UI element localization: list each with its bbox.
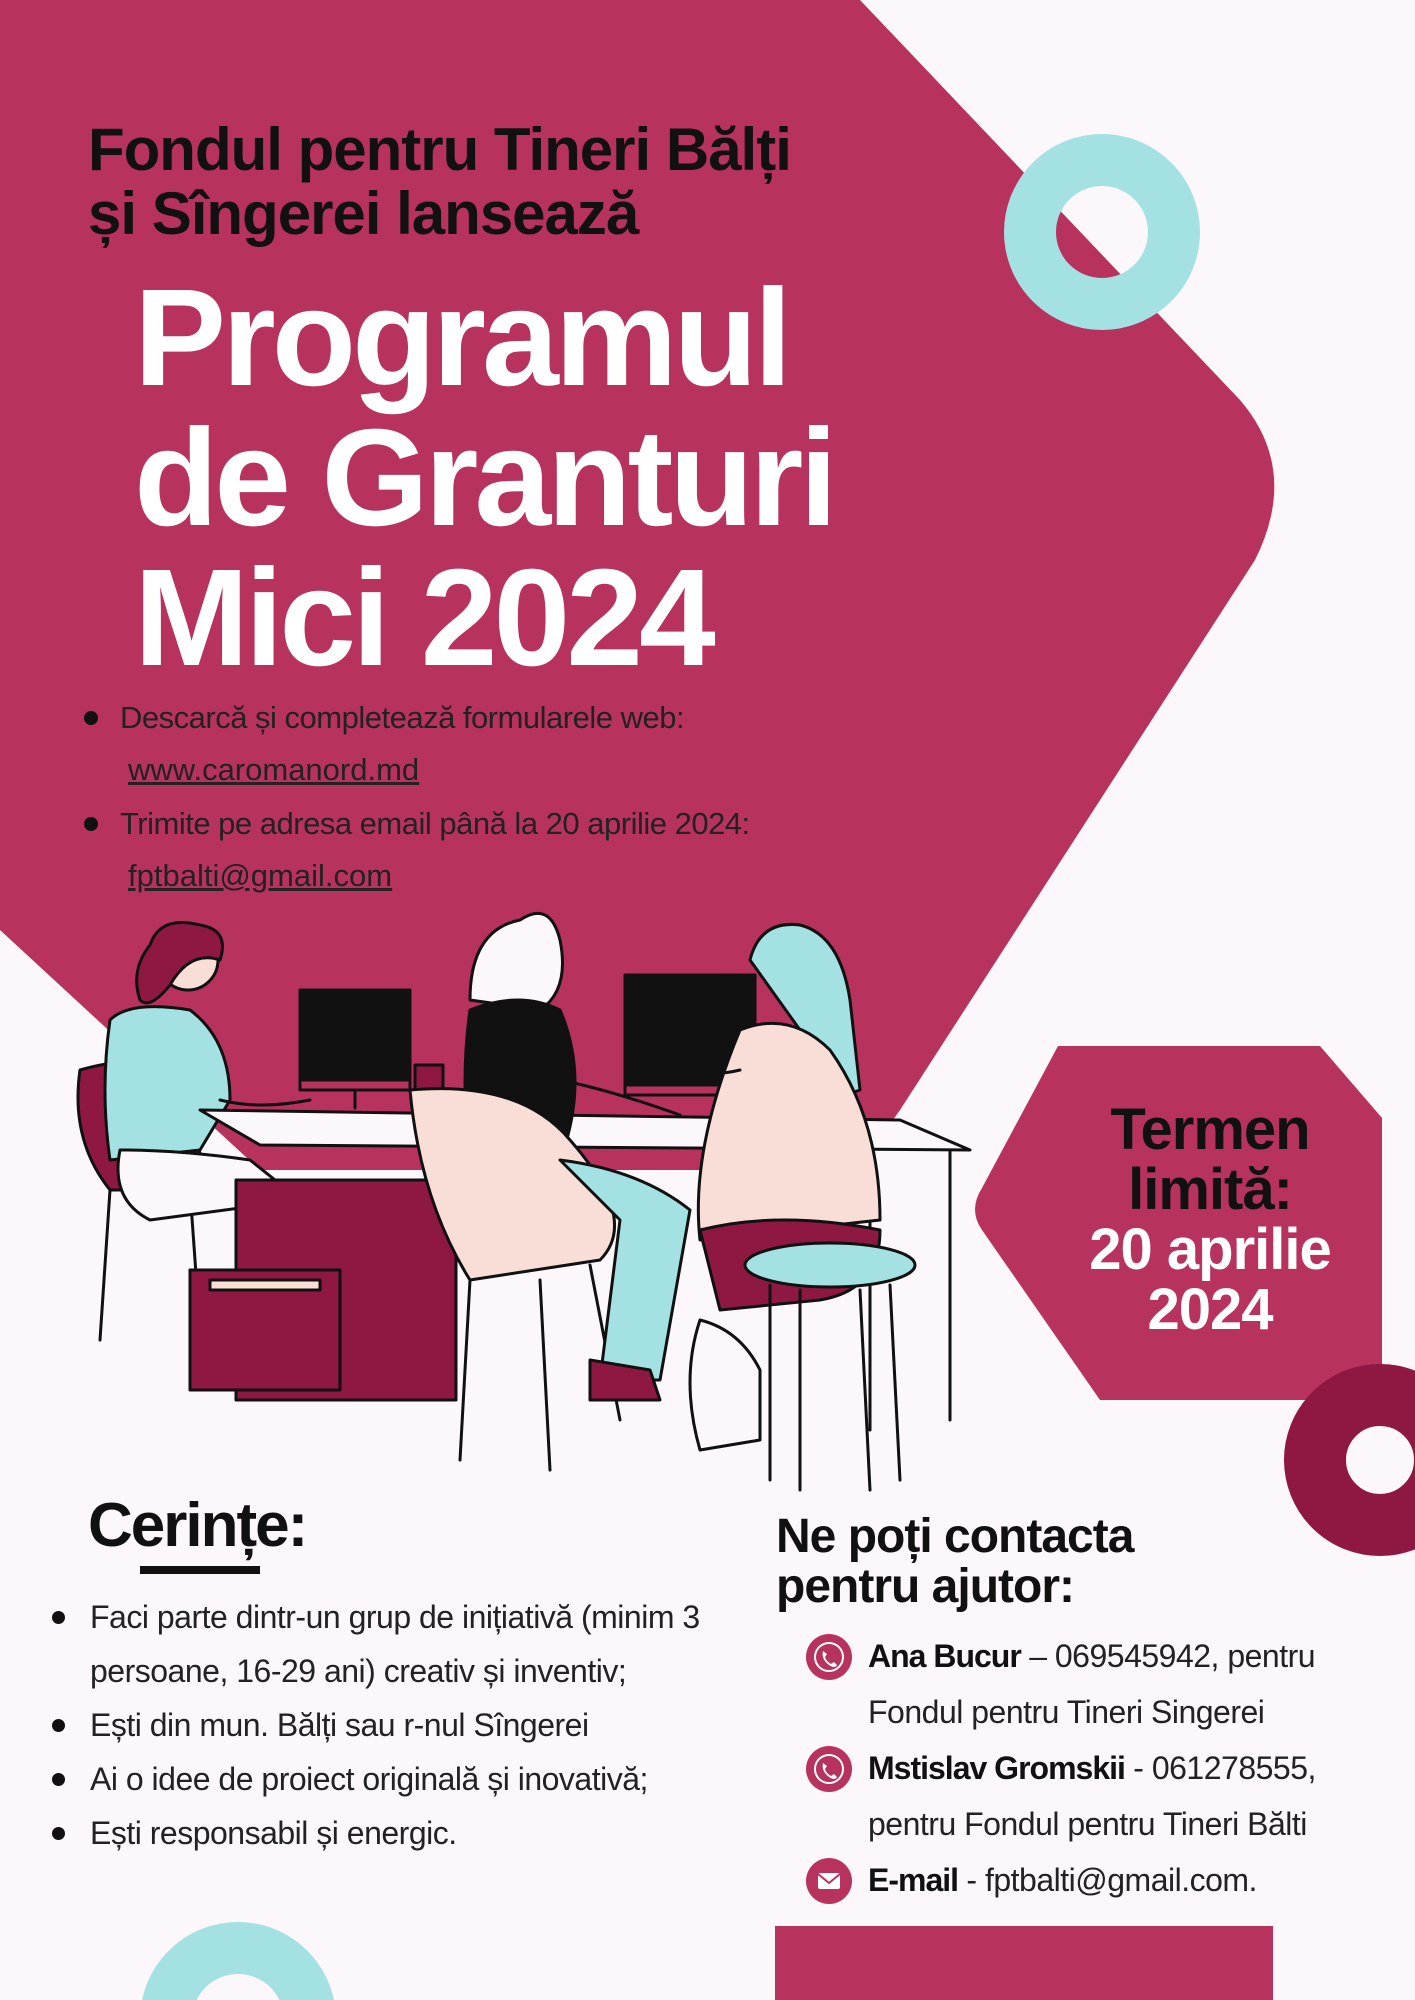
deadline-year: 2024 <box>1147 1277 1273 1342</box>
phone-icon <box>806 1746 852 1792</box>
application-steps <box>84 694 904 906</box>
contact-title-line2: pentru ajutor: <box>776 1560 1074 1613</box>
deadline-label-line2: limită: <box>1128 1157 1292 1222</box>
contact-title <box>776 1512 1336 1612</box>
requirements-list <box>50 1590 730 1860</box>
contact-list <box>806 1628 1396 1908</box>
contact-item <box>806 1740 1396 1852</box>
dark-ring-right <box>1315 1395 1415 1525</box>
deadline-badge <box>1040 1097 1380 1342</box>
contact-item <box>806 1852 1396 1908</box>
requirement-item: Ești responsabil și energic. <box>50 1806 730 1860</box>
step-text: Descarcă și completează formularele web: <box>120 700 685 735</box>
contact-details: - fptbalti@gmail.com. <box>958 1862 1257 1898</box>
program-title-line2: de Granturi <box>134 401 834 555</box>
step-text: Trimite pe adresa email până la 20 aprilie 2024: <box>120 806 750 841</box>
program-title-line1: Programul <box>134 261 789 415</box>
program-title-line3: Mici 2024 <box>134 541 712 695</box>
contact-item <box>806 1628 1396 1740</box>
mail-icon <box>806 1858 852 1904</box>
requirement-item: Ești din mun. Bălți sau r-nul Sîngerei <box>50 1698 730 1752</box>
step-item <box>84 800 904 906</box>
deadline-date: 20 aprilie <box>1089 1217 1331 1282</box>
requirement-item: Ai o idee de proiect originală și inovativă; <box>50 1752 730 1806</box>
requirements-underline <box>140 1566 260 1574</box>
phone-icon <box>806 1634 852 1680</box>
aqua-ring-top <box>1030 160 1174 304</box>
contact-details: – 069545942, pentru Fondul pentru Tineri Singerei <box>868 1638 1316 1730</box>
bottom-bar <box>775 1926 1273 2000</box>
step-item <box>84 694 904 800</box>
organizer-heading-line2: și Sîngerei lansează <box>88 180 639 247</box>
requirements-title: Cerințe: <box>88 1491 307 1560</box>
program-title <box>134 261 994 695</box>
contact-title-line1: Ne poți contacta <box>776 1510 1134 1563</box>
aqua-ring-bottom <box>166 1948 310 2000</box>
contact-details: - 061278555, pentru Fondul pentru Tineri Bălti <box>868 1750 1316 1842</box>
email-link[interactable]: fptbalti@gmail.com <box>128 858 393 893</box>
contact-name: Ana Bucur <box>868 1638 1021 1674</box>
contact-name: Mstislav Gromskii <box>868 1750 1125 1786</box>
website-link[interactable]: www.caromanord.md <box>128 752 420 787</box>
organizer-heading-line1: Fondul pentru Tineri Bălți <box>88 116 791 183</box>
contact-name: E-mail <box>868 1862 959 1898</box>
requirement-item: Faci parte dintr-un grup de inițiativă (minim 3 persoane, 16-29 ani) creativ și inventiv; <box>50 1590 730 1698</box>
organizer-heading <box>88 118 988 246</box>
deadline-label-line1: Termen <box>1110 1097 1310 1162</box>
